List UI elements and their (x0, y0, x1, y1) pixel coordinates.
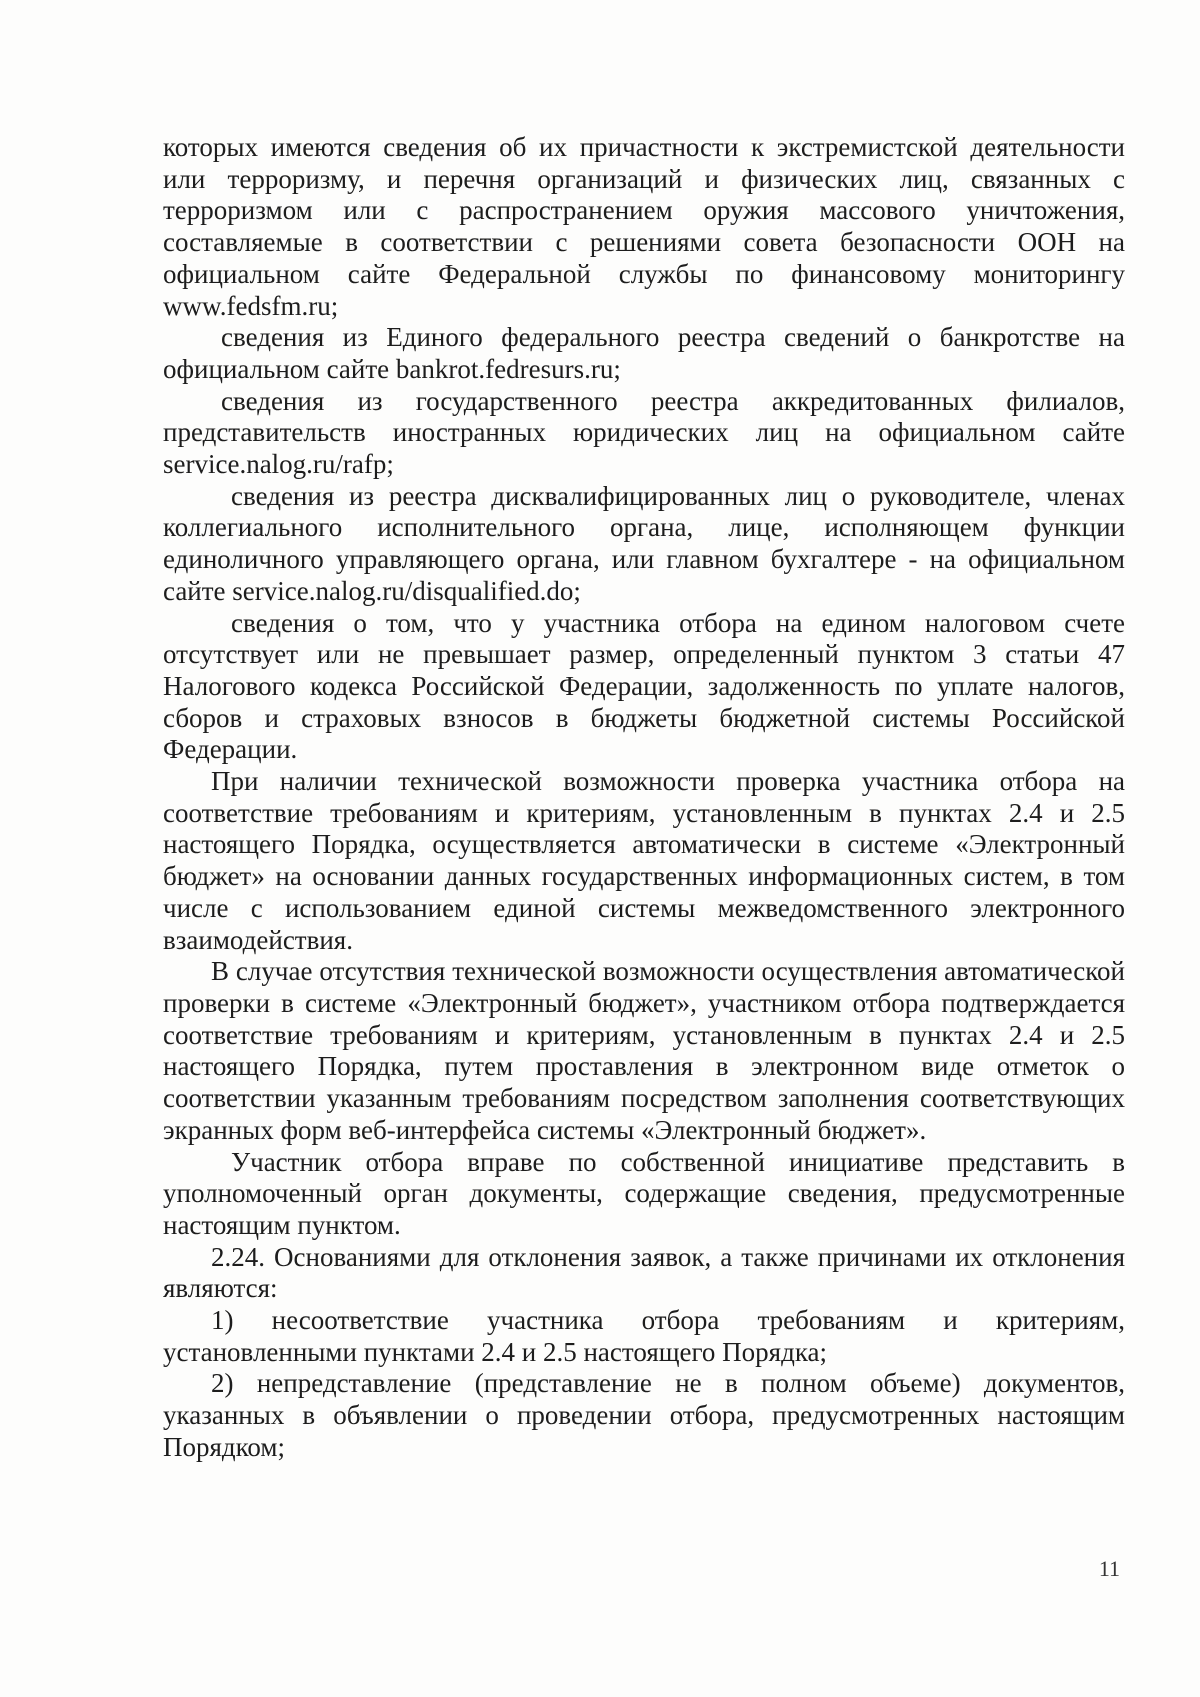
paragraph-tax-account: сведения о том, что у участника отбора на едином налоговом счете отсутствует или не превышает размер, определенный пунктом 3 статьи 47 Налогового кодекса Российской Федерации, задолженность по уплате налогов, сборов и страховых взносов в бюджеты бюджетной системы Российской Федерации. (163, 607, 1125, 765)
paragraph-2-24-rejection-grounds: 2.24. Основаниями для отклонения заявок, а также причинами их отклонения являются: (163, 1241, 1125, 1304)
document-body (163, 132, 1125, 1464)
paragraph-manual-check: В случае отсутствия технической возможности осуществления автоматической проверки в системе «Электронный бюджет», участником отбора подтверждается соответствие требованиям и критериям, установленным в пунктах 2.4 и 2.5 настоящего Порядка, путем проставления в электронном виде отметок о соответствии указанным требованиям посредством заполнения соответствующих экранных форм веб-интерфейса системы «Электронный бюджет». (163, 956, 1125, 1145)
list-item-1: 1) несоответствие участника отбора требованиям и критериям, установленными пунктами 2.4 и 2.5 настоящего Порядка; (163, 1305, 1125, 1367)
list-item-2: 2) непредставление (представление не в полном объеме) документов, указанных в объявлении о проведении отбора, предусмотренных настоящим Порядком; (163, 1368, 1125, 1462)
paragraph-accredited-branches: сведения из государственного реестра аккредитованных филиалов, представительств иностранных юридических лиц на официальном сайте service.nalog.ru/rafp; (163, 385, 1125, 480)
paragraph-bankruptcy-register: сведения из Единого федерального реестра сведений о банкротстве на официальном сайте bankrot.fedresurs.ru; (163, 322, 1125, 384)
paragraph-own-initiative: Участник отбора вправе по собственной инициативе представить в уполномоченный орган документы, содержащие сведения, предусмотренные настоящим пунктом. (163, 1146, 1125, 1240)
page-number: 11 (1098, 1556, 1120, 1581)
paragraph-disqualified-persons: сведения из реестра дисквалифицированных лиц о руководителе, членах коллегиального исполнительного органа, лице, исполняющем функции единоличного управляющего органа, или главном бухгалтере - на официальном сайте service.nalog.ru/disqualified.do; (163, 480, 1125, 606)
paragraph-automatic-check: При наличии технической возможности проверка участника отбора на соответствие требованиям и критериям, установленным в пунктах 2.4 и 2.5 настоящего Порядка, осуществляется автоматически в системе «Электронный бюджет» на основании данных государственных информационных систем, в том числе с использованием единой системы межведомственного электронного взаимодействия. (163, 766, 1125, 955)
paragraph-extremism-lists: которых имеются сведения об их причастности к экстремистской деятельности или терроризму, и перечня организаций и физических лиц, связанных с терроризмом или с распространением оружия массового уничтожения, составляемые в соответствии с решениями совета безопасности ООН на официальном сайте Федеральной службы по финансовому мониторингу www.fedsfm.ru; (163, 132, 1125, 321)
